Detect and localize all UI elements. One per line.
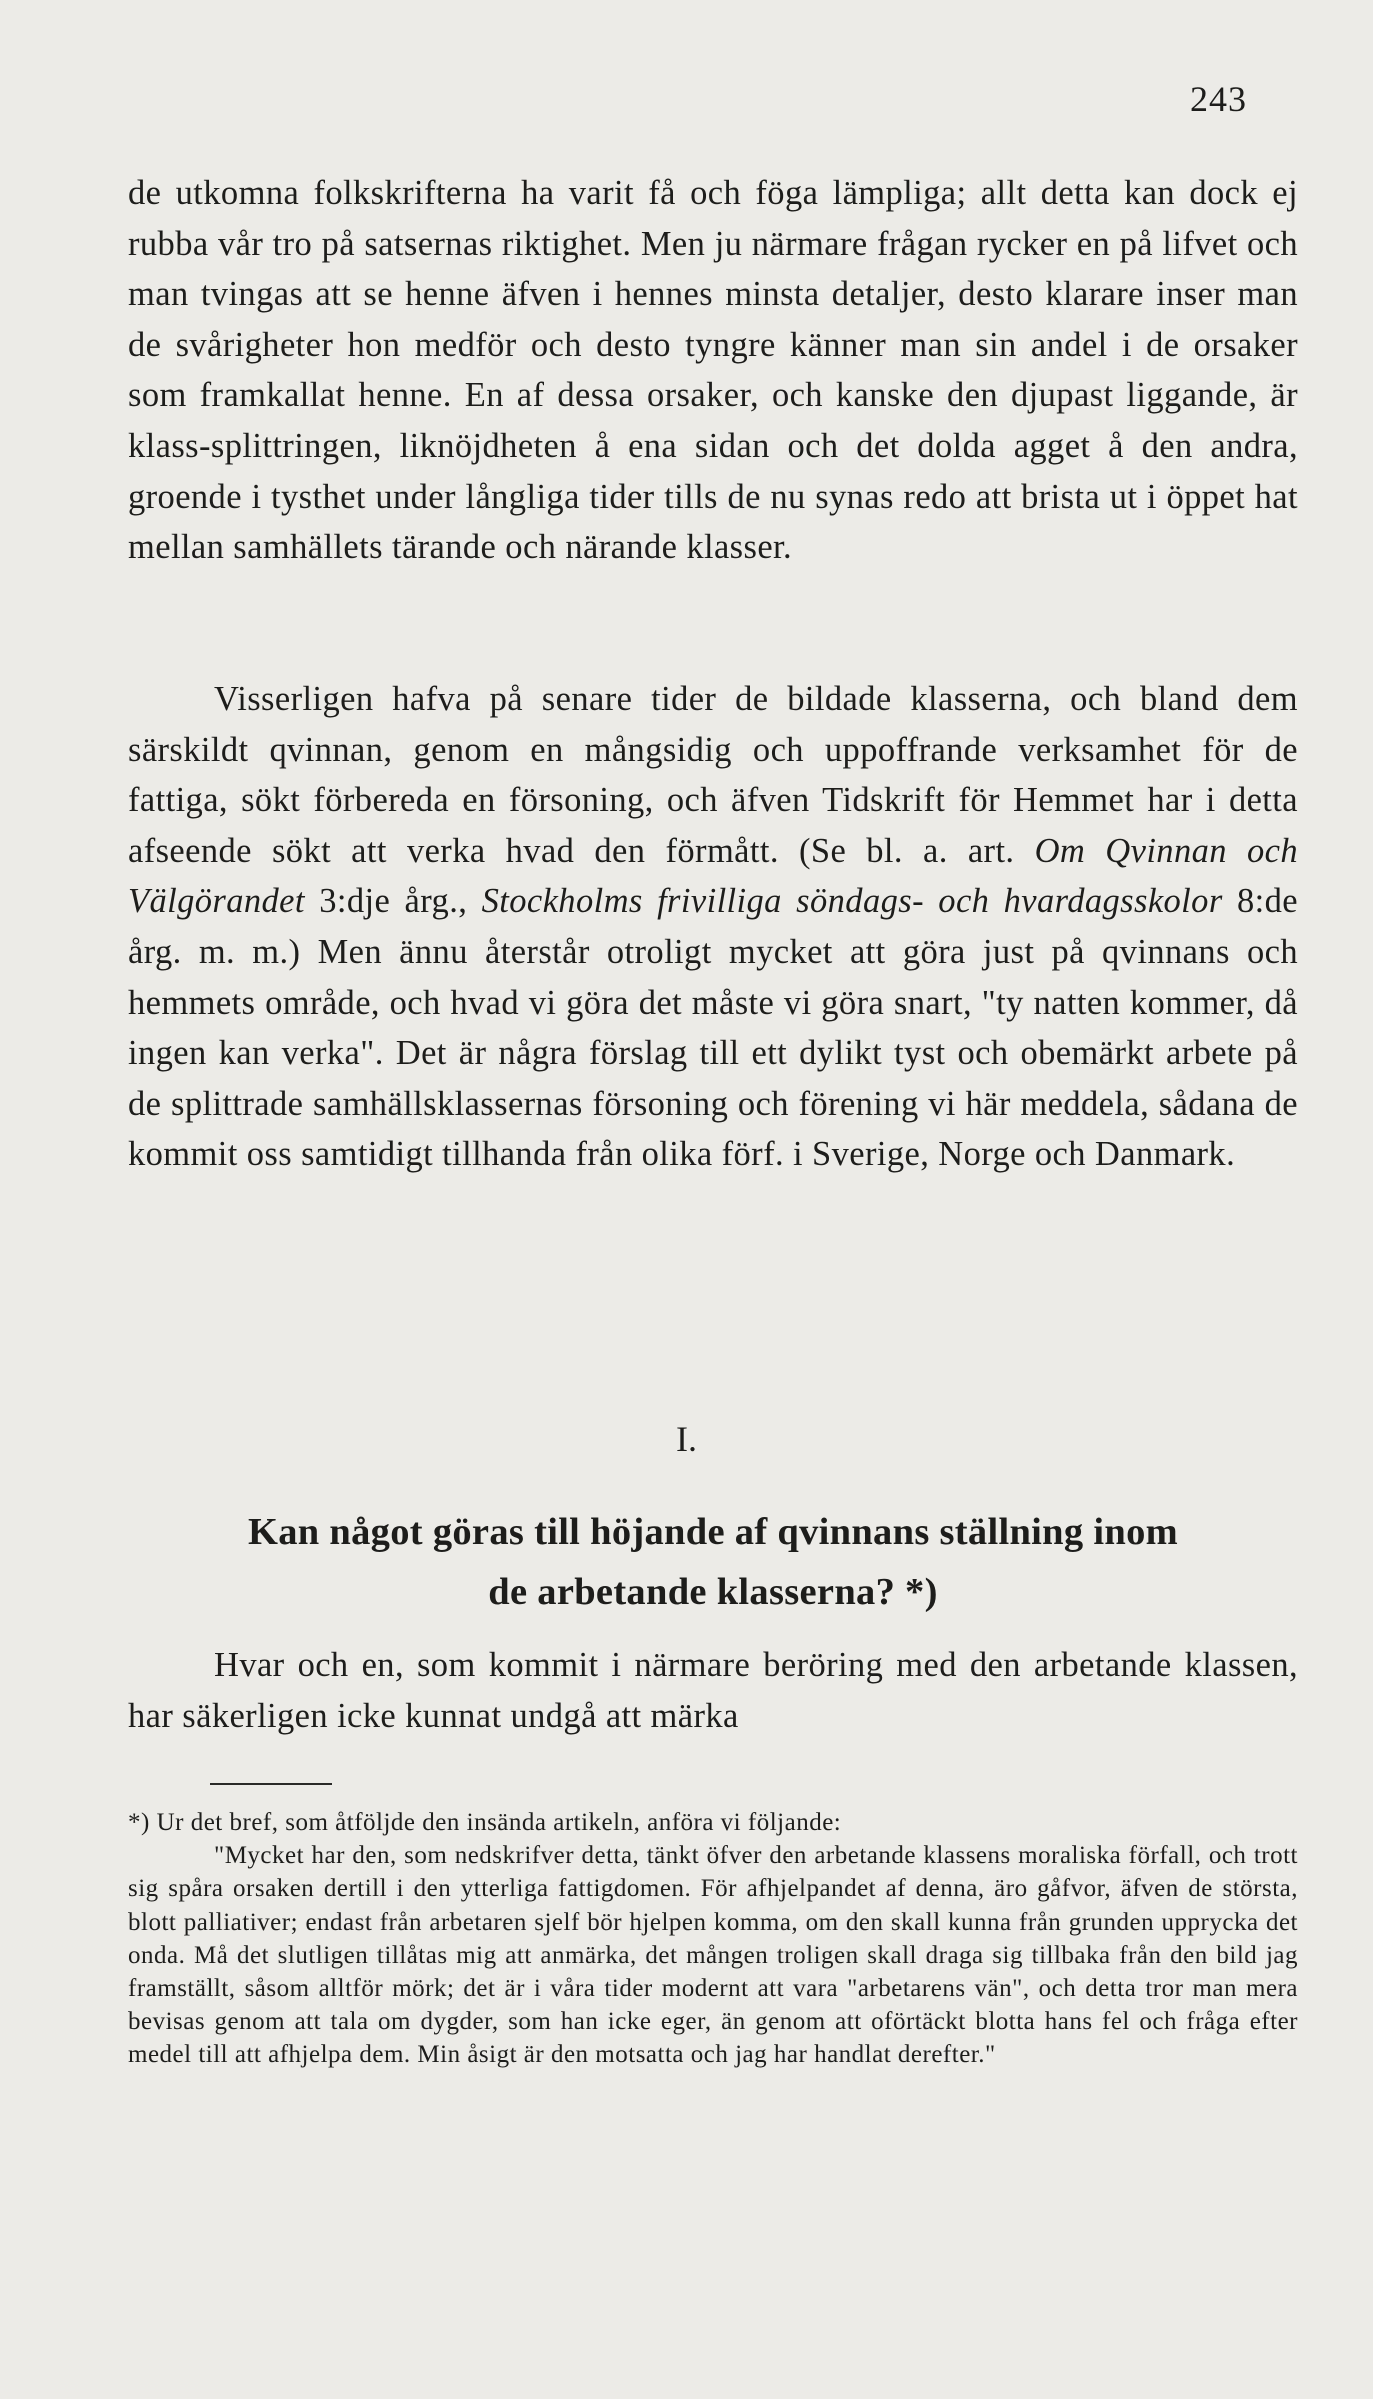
paragraph-2 (128, 674, 1298, 1180)
page-number: 243 (1190, 79, 1247, 119)
article-title-2: Stockholms frivilliga söndags- och hvardagsskolor (481, 882, 1223, 921)
footnote-quote (128, 1839, 1298, 2071)
footnote-quote-text: "Mycket har den, som nedskrifver detta, tänkt öfver den arbetande klassens moraliska förfall, och trott sig spåra orsaken dertill i den ytterliga fattigdomen. För afhjelpandet af denna, äro gåfvor, äfven de största, blott palliativer; endast från arbetaren sjelf bör hjelpen komma, om den skall kunna från grunden upprycka det onda. Må det slutligen tillåtas mig att anmärka, det mången troligen skall draga sig tillbaka från den bild jag framställt, såsom alltför mörk; det är i våra tider modernt att vara "arbetarens vän", och detta tror man mera bevisas genom att tala om dygder, som han icke eger, än genom att oförtäckt blotta hans fel och fråga efter medel till att afhjelpa dem. Min åsigt är den motsatta och jag har handlat derefter." (128, 1842, 1298, 2069)
footnote-divider (210, 1783, 332, 1785)
paragraph-1: de utkomna folkskrifterna ha varit få och föga lämpliga; allt detta kan dock ej rubba vår tro på satsernas riktighet. Men ju närmare frågan rycker en på lifvet och man tvingas att se henne äfven i hennes minsta detaljer, desto klarare inser man de svårigheter hon medför och desto tyngre känner man sin andel i de orsaker som framkallat henne. En af dessa orsaker, och kanske den djupast liggande, är klass-splittringen, liknöjdheten å ena sidan och det dolda agget å den andra, groende i tysthet under långliga tider tills de nu synas redo att brista ut i öppet hat mellan samhällets tärande och närande klasser. (128, 174, 1298, 567)
paragraph-2-text-a: Visserligen hafva på senare tider de bildade klasserna, och bland dem särskildt qvinnan, genom en mångsidig och uppoffrande verksamhet för de fattiga, sökt förbereda en försoning, och äfven Tidskrift för Hemmet har i detta afseende sökt att verka hvad den förmått. (Se bl. a. art. (128, 680, 1298, 870)
article-title-1: Om Qvinnan och Välgörandet (128, 831, 1299, 921)
footnote-marker: *) (128, 1809, 150, 1836)
paragraph-3 (128, 1640, 1298, 1741)
section-numeral: I. (676, 1419, 697, 1459)
paragraph-2-text-c: 8:de årg. m. m.) Men ännu återstår otroligt mycket att göra just på qvinnans och hemmets område, och hvad vi göra det måste vi göra snart, "ty natten kommer, då ingen kan verka". Det är några förslag till ett dylikt tyst och obemärkt arbete på de splittrade samhällsklassernas försoning och förening vi här meddela, sådana de kommit oss samtidigt tillhanda från olika förf. i Sverige, Norge och Danmark. (128, 882, 1298, 1174)
section-title-line-1: Kan något göras till höjande af qvinnans ställning inom (247, 1511, 1178, 1553)
footnote (128, 1806, 1298, 2072)
footnote-intro (128, 1806, 1298, 1839)
footnote-intro-text: Ur det bref, som åtföljde den insända artikeln, anföra vi följande: (156, 1809, 842, 1836)
section-title-line-2: de arbetande klasserna? *) (488, 1571, 938, 1613)
paragraph-2-text-b: 3:dje årg., (304, 882, 482, 921)
paragraph-3-text: Hvar och en, som kommit i närmare beröring med den arbetande klassen, har säkerligen icke kunnat undgå att märka (128, 1646, 1298, 1735)
section-title (128, 1502, 1298, 1622)
